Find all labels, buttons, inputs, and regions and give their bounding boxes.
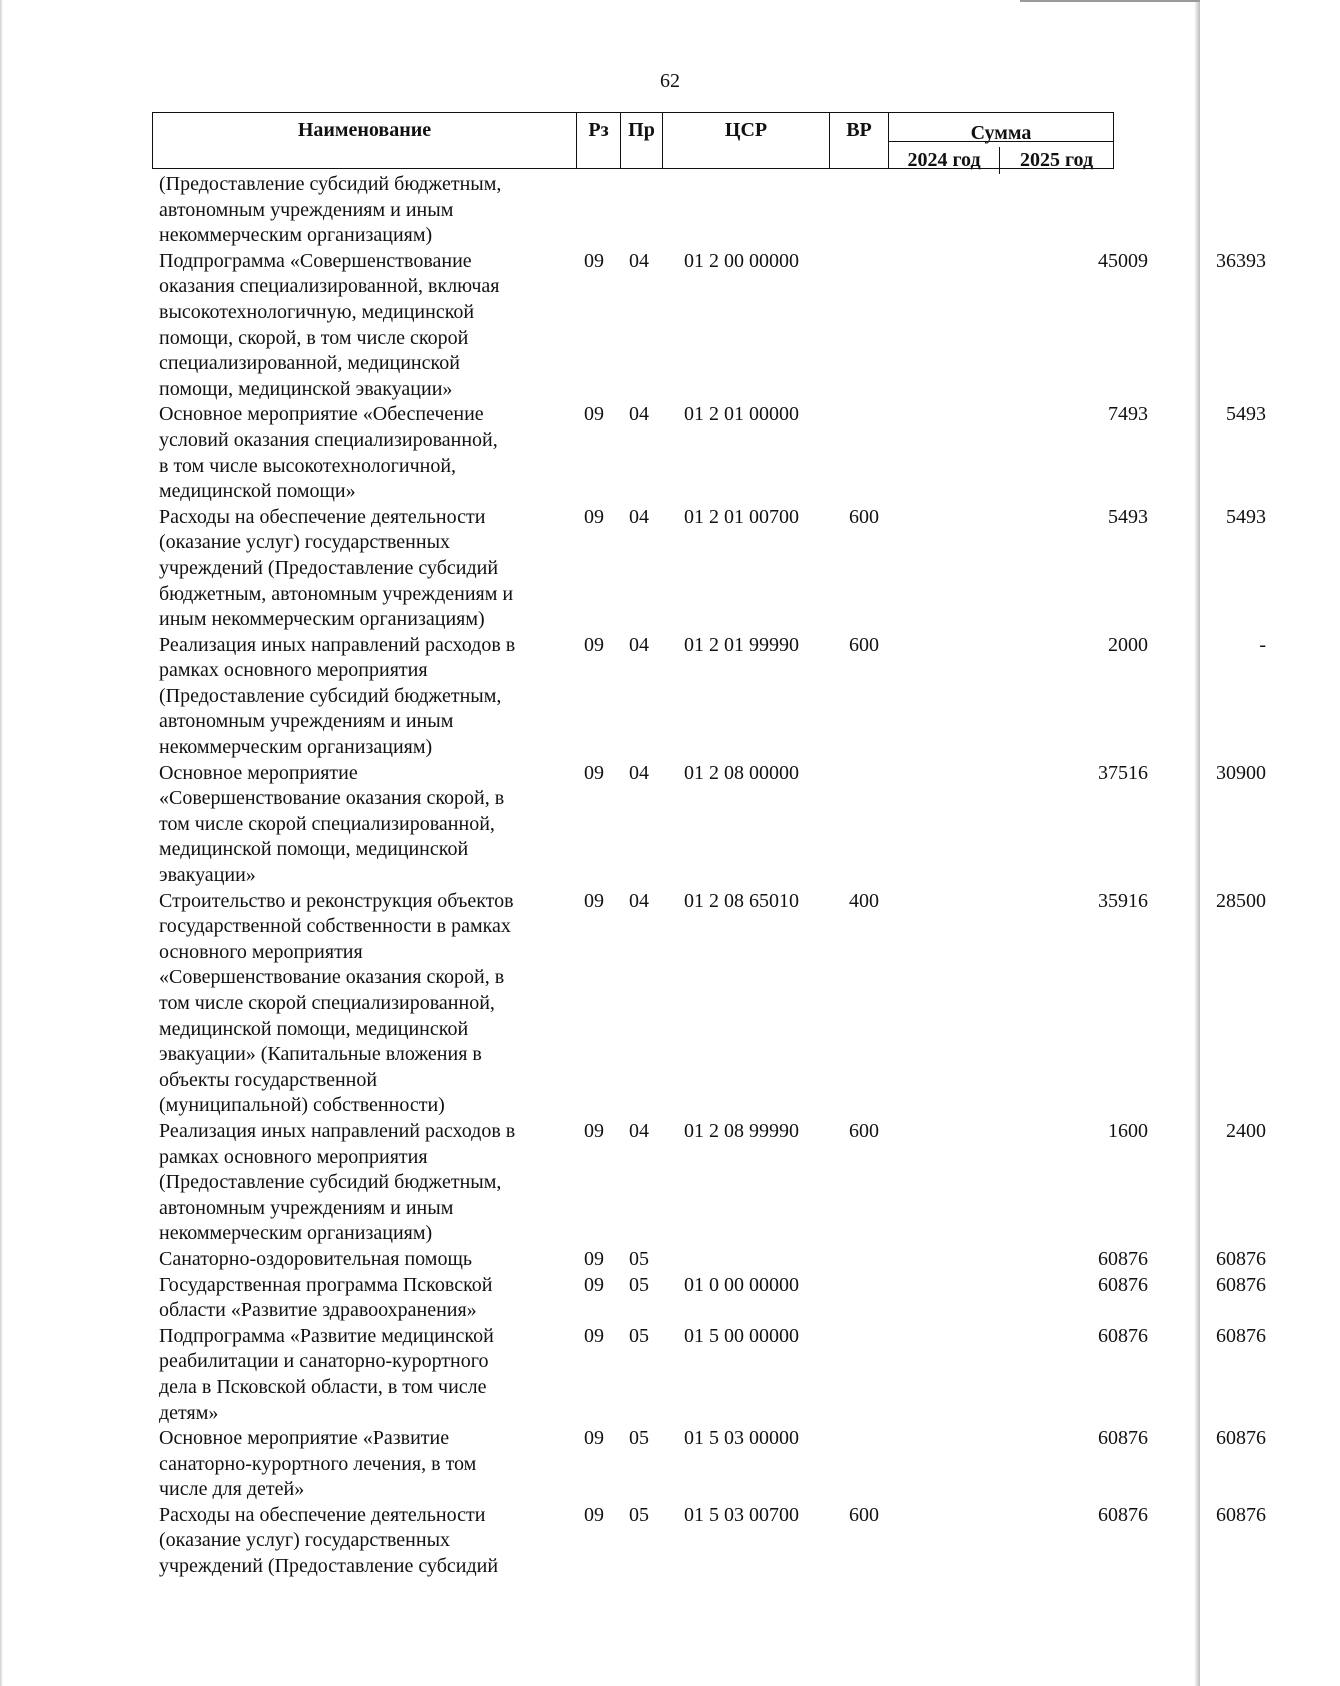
row-csr-cell: 01 2 00 00000	[684, 249, 799, 272]
row-name-cell: Подпрограмма «Развитие медицинской реабилитации и санаторно-курортного дела в Псковской области, в том числе детям»	[159, 1324, 494, 1424]
scan-edge-left	[0, 0, 3, 1686]
row-csr-cell: 01 2 08 00000	[684, 761, 799, 784]
row-csr-cell: 01 2 08 65010	[684, 889, 799, 912]
header-pr-cell	[621, 113, 663, 168]
row-sum-2025-cell: 60876	[1216, 1324, 1266, 1347]
row-name-cell: Государственная программа Псковской области «Развитие здравоохранения»	[159, 1273, 493, 1322]
header-year-2025: 2025 год	[1019, 149, 1094, 171]
row-name-cell: Санаторно-оздоровительная помощь	[159, 1247, 472, 1270]
row-sum-2025-cell: 36393	[1216, 249, 1266, 272]
row-sum-2025-cell: 60876	[1216, 1247, 1266, 1270]
header-rz-cell	[577, 113, 621, 168]
table-row	[159, 249, 1266, 403]
header-csr-label: ЦСР	[724, 119, 768, 141]
header-name-cell	[153, 113, 577, 168]
row-sum-2025-cell: 30900	[1216, 761, 1266, 784]
row-name-cell: Основное мероприятие «Совершенствование оказания скорой, в том числе скорой специализированной, медицинской помощи, медицинской эвакуации»	[159, 761, 505, 887]
row-sum-2024-cell: 35916	[1098, 889, 1148, 912]
header-vr-cell	[830, 113, 889, 168]
row-csr-cell: 01 2 01 00700	[684, 505, 799, 528]
table-row	[159, 1119, 1266, 1247]
row-name-cell: Реализация иных направлений расходов в рамках основного мероприятия (Предоставление субсидий бюджетным, автономным учреждениям и иным некоммерческим организациям)	[159, 1119, 516, 1245]
row-pr-cell: 04	[629, 761, 649, 784]
row-rz-cell: 09	[584, 1503, 604, 1526]
row-name-cell: Основное мероприятие «Развитие санаторно-курортного лечения, в том числе для детей»	[159, 1427, 477, 1501]
row-sum-2024-cell: 60876	[1098, 1503, 1148, 1526]
header-year-2024: 2024 год	[889, 147, 1000, 174]
row-pr-cell: 05	[629, 1247, 649, 1270]
row-vr-cell: 600	[849, 505, 879, 528]
row-rz-cell: 09	[584, 1119, 604, 1142]
row-pr-cell: 04	[629, 403, 649, 426]
row-pr-cell: 05	[629, 1273, 649, 1296]
table-row	[159, 505, 1266, 633]
row-name-cell: Расходы на обеспечение деятельности (оказание услуг) государственных учреждений (Предоставление субсидий бюджетным, автономным учреждениям и иным некоммерческим организациям)	[159, 505, 514, 631]
row-rz-cell: 09	[584, 889, 604, 912]
row-csr-cell: 01 5 03 00000	[684, 1427, 799, 1450]
table-row	[159, 761, 1266, 889]
row-name-cell: Реализация иных направлений расходов в рамках основного мероприятия (Предоставление субсидий бюджетным, автономным учреждениям и иным некоммерческим организациям)	[159, 633, 516, 759]
row-name-cell: Основное мероприятие «Обеспечение условий оказания специализированной, в том числе высокотехнологичной, медицинской помощи»	[159, 403, 498, 503]
row-name-cell: Расходы на обеспечение деятельности (оказание услуг) государственных учреждений (Предоставление субсидий	[159, 1503, 499, 1578]
row-rz-cell: 09	[584, 761, 604, 784]
row-csr-cell: 01 2 08 99990	[684, 1119, 799, 1142]
row-pr-cell: 04	[629, 505, 649, 528]
row-pr-cell: 04	[629, 889, 649, 912]
table-row	[159, 1247, 1266, 1273]
row-name-cell: Подпрограмма «Совершенствование оказания специализированной, включая высокотехнологичную, медицинской помощи, скорой, в том числе скорой специализированной, медицинской помощи, медицинской эвакуации»	[159, 249, 500, 400]
row-rz-cell: 09	[584, 1324, 604, 1347]
row-sum-2024-cell: 60876	[1098, 1324, 1148, 1347]
row-sum-2024-cell: 60876	[1098, 1247, 1148, 1270]
row-vr-cell: 400	[849, 889, 879, 912]
header-sum-label: Сумма	[970, 122, 1032, 144]
header-csr-cell	[663, 113, 830, 168]
row-sum-2024-cell: 60876	[1098, 1273, 1148, 1296]
table-row	[159, 1324, 1266, 1426]
row-sum-2024-cell: 45009	[1098, 249, 1148, 272]
table-row	[159, 1426, 1266, 1503]
row-vr-cell: 600	[849, 1119, 879, 1142]
row-rz-cell: 09	[584, 633, 604, 656]
table-row	[159, 1503, 1266, 1580]
table-row	[159, 889, 1266, 1119]
table-row	[159, 1273, 1266, 1324]
row-rz-cell: 09	[584, 1427, 604, 1450]
row-pr-cell: 04	[629, 249, 649, 272]
header-rz-label: Рз	[588, 119, 609, 141]
header-sum-cell	[889, 113, 1113, 171]
row-sum-2025-cell: -	[1259, 633, 1266, 656]
row-vr-cell: 600	[849, 633, 879, 656]
row-sum-2025-cell: 60876	[1216, 1273, 1266, 1296]
header-name-label: Наименование	[297, 119, 432, 141]
row-sum-2024-cell: 1600	[1108, 1119, 1148, 1142]
header-pr-label: Пр	[628, 119, 655, 141]
row-rz-cell: 09	[584, 505, 604, 528]
table-row	[159, 172, 1119, 249]
table-row	[159, 402, 1266, 504]
row-name-cell: (Предоставление субсидий бюджетным, автономным учреждениям и иным некоммерческим организациям)	[159, 173, 502, 247]
row-pr-cell: 05	[629, 1324, 649, 1347]
row-sum-2025-cell: 28500	[1216, 889, 1266, 912]
row-csr-cell: 01 2 01 99990	[684, 633, 799, 656]
row-sum-2025-cell: 2400	[1226, 1119, 1266, 1142]
row-sum-2025-cell: 5493	[1226, 505, 1266, 528]
header-vr-label: ВР	[846, 119, 872, 141]
row-pr-cell: 04	[629, 1119, 649, 1142]
table-body	[159, 172, 1266, 1580]
header-sum-divider	[889, 141, 1113, 142]
row-csr-cell: 01 5 00 00000	[684, 1324, 799, 1347]
row-sum-2024-cell: 60876	[1098, 1427, 1148, 1450]
row-rz-cell: 09	[584, 1273, 604, 1296]
row-sum-2024-cell: 2000	[1108, 633, 1148, 656]
row-csr-cell: 01 5 03 00700	[684, 1503, 799, 1526]
row-rz-cell: 09	[584, 249, 604, 272]
row-sum-2025-cell: 5493	[1226, 403, 1266, 426]
row-sum-2024-cell: 5493	[1108, 505, 1148, 528]
row-rz-cell: 09	[584, 403, 604, 426]
row-sum-2024-cell: 37516	[1098, 761, 1148, 784]
row-pr-cell: 05	[629, 1427, 649, 1450]
row-pr-cell: 05	[629, 1503, 649, 1526]
row-rz-cell: 09	[584, 1247, 604, 1270]
row-sum-2025-cell: 60876	[1216, 1503, 1266, 1526]
page-number: 62	[660, 70, 680, 92]
row-sum-2025-cell: 60876	[1216, 1427, 1266, 1450]
row-csr-cell: 01 0 00 00000	[684, 1273, 799, 1296]
row-sum-2024-cell: 7493	[1108, 403, 1148, 426]
scan-top-line	[1020, 0, 1200, 2]
table-row	[159, 633, 1266, 761]
table-header	[152, 112, 1114, 169]
row-name-cell: Строительство и реконструкция объектов государственной собственности в рамках основного мероприятия «Совершенствование оказания скорой, в том числе скорой специализированной, медицинской помощи, медицинской эвакуации» (Капитальные вложения в объекты государственной (муниципальной) собственности)	[159, 889, 514, 1117]
row-vr-cell: 600	[849, 1503, 879, 1526]
row-csr-cell: 01 2 01 00000	[684, 403, 799, 426]
row-pr-cell: 04	[629, 633, 649, 656]
